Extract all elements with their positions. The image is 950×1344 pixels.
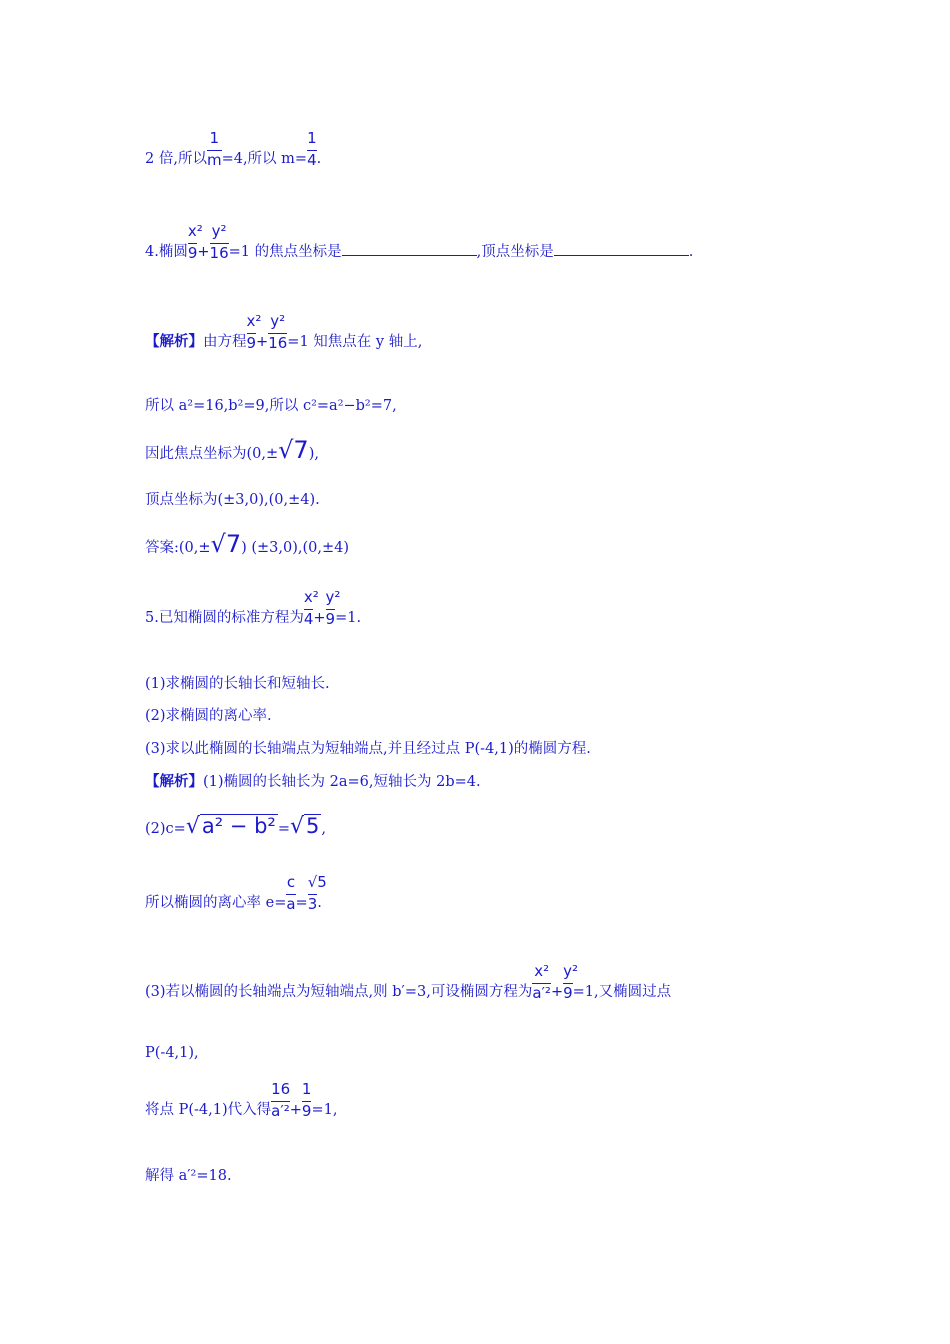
question-5-part-1: (1)求椭圆的长轴长和短轴长.: [145, 676, 330, 692]
line-text: =4,所以 m=: [221, 151, 308, 167]
fraction-x2-over-9: $\frac{\text{x²}}{9}$: [246, 312, 262, 352]
fraction-16-over-a-prime-2: $\frac{16}{\text{a′²}}$: [271, 1080, 291, 1120]
fraction-y2-over-16: $\frac{\text{y²}}{16}$: [209, 222, 229, 262]
sqrt-7: √7: [278, 436, 309, 464]
solution-4-line-2: 所以 a²=16,b²=9,所以 c²=a²−b²=7,: [145, 398, 397, 414]
fraction-sqrt5-over-3: $\frac{√5}{3}$: [307, 873, 327, 913]
solution-5-line-3: 所以椭圆的离心率 e= $\frac{c}{a}$ = $\frac{√5}{3}$ .: [145, 873, 327, 913]
question-5: 5.已知椭圆的标准方程为 $\frac{\text{x²}}{4}$ + $\frac{\text{y²}}{9}$ =1.: [145, 588, 362, 628]
solution-5-line-1: 【解析】(1)椭圆的长轴长为 2a=6,短轴长为 2b=4.: [145, 773, 481, 790]
fraction-1-over-4: $\frac{1}{4}$: [307, 129, 317, 169]
answer-blank-vertex[interactable]: [554, 243, 689, 256]
fraction-c-over-a: $\frac{c}{a}$: [286, 873, 296, 913]
analysis-label: 【解析】: [145, 773, 203, 790]
fraction-1-over-9: $\frac{1}{9}$: [301, 1080, 312, 1120]
line-text: 2 倍,所以: [145, 151, 207, 167]
text-line-1: 2 倍,所以 $\frac{1}{m}$ =4,所以 m= $\frac{1}{4}$ .: [145, 129, 322, 169]
radicand-a2-minus-b2: a² − b²: [201, 814, 276, 838]
fraction-y2-over-16: $\frac{\text{y²}}{16}$: [268, 312, 288, 352]
fraction-y2-over-9: $\frac{\text{y²}}{9}$: [563, 962, 578, 1002]
fraction-1-over-m: $\frac{1}{m}$: [206, 129, 222, 169]
solution-4-line-1: 【解析】由方程 $\frac{\text{x²}}{9}$ + $\frac{\text{y²}}{16}$ =1 知焦点在 y 轴上,: [145, 312, 423, 352]
solution-4-line-4: 顶点坐标为(±3,0),(0,±4).: [145, 492, 320, 508]
solution-5-line-4: (3)若以椭圆的长轴端点为短轴端点,则 b′=3,可设椭圆方程为 $\frac{\text{x²}}{\text{a′²}}$ + $\frac{\text{y²}}{9}$ =1,又椭圆过点: [145, 962, 672, 1002]
radicand-5: 5: [306, 814, 320, 838]
answer-4: 答案:(0,±√7) (±3,0),(0,±4): [145, 530, 350, 558]
solution-5-line-6: 将点 P(-4,1)代入得 $\frac{16}{\text{a′²}}$ + $\frac{1}{9}$ =1,: [145, 1080, 338, 1120]
fraction-y2-over-9: $\frac{\text{y²}}{9}$: [325, 588, 341, 628]
solution-5-line-5: P(-4,1),: [145, 1045, 199, 1061]
solution-5-line-2: (2)c=√a² − b² =√5 ,: [145, 814, 326, 839]
radical-sign: √: [185, 814, 200, 839]
analysis-label: 【解析】: [145, 333, 203, 350]
fraction-x2-over-a-prime-2: $\frac{\text{x²}}{\text{a′²}}$: [532, 962, 551, 1002]
question-5-part-2: (2)求椭圆的离心率.: [145, 708, 272, 724]
fraction-x2-over-4: $\frac{\text{x²}}{4}$: [303, 588, 319, 628]
solution-5-line-7: 解得 a′²=18.: [145, 1168, 232, 1184]
radical-sign: √: [289, 814, 305, 839]
question-5-part-3: (3)求以此椭圆的长轴端点为短轴端点,并且经过点 P(-4,1)的椭圆方程.: [145, 741, 591, 757]
solution-4-line-3: 因此焦点坐标为(0,±√7),: [145, 436, 319, 464]
question-4: 4.椭圆 $\frac{\text{x²}}{9}$ + $\frac{\text{y²}}{16}$ =1 的焦点坐标是 ,顶点坐标是 .: [145, 222, 694, 262]
fraction-x2-over-9: $\frac{\text{x²}}{9}$: [187, 222, 203, 262]
sqrt-7: √7: [210, 530, 242, 558]
answer-blank-focus[interactable]: [342, 243, 477, 256]
